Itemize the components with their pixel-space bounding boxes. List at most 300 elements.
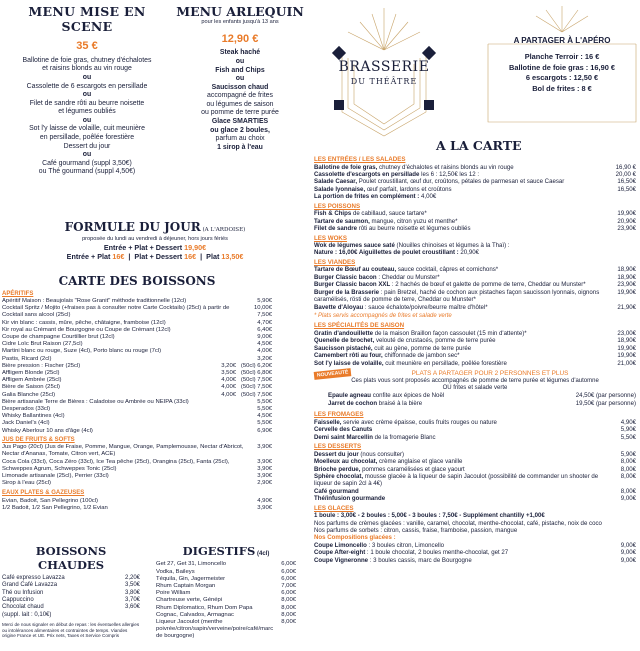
viandes-note: * Plats servis accompagnés de frites et salade verte: [314, 313, 452, 319]
viandes-list: [314, 266, 636, 311]
row-price-large: (50cl) 7,50€: [240, 391, 272, 398]
price-row: [2, 356, 272, 363]
dish-price: 23,90€: [617, 281, 636, 289]
apero-items: [486, 52, 638, 95]
brasserie-logo: [328, 2, 440, 140]
dish-desc: : 1 boule chocolat, 2 boules menthe-chocolat, get 27: [365, 549, 509, 557]
dish-price: 19,90€: [617, 288, 636, 296]
specialites-list: [314, 330, 636, 367]
dish-name: Tartare de Bœuf au couteau,: [314, 266, 397, 274]
carte-row: [314, 289, 636, 304]
menu-line: Glace SMARTIES: [211, 117, 269, 125]
row-price: 6,00€: [281, 568, 296, 575]
dish-desc: cuit meunière en persillade, poêlée forestière: [383, 359, 507, 367]
dish-price: 8,00€: [620, 465, 636, 473]
price-row: [2, 384, 272, 391]
row-label: Coca Cola (33cl), Coca Zéro (33cl), Ice Tea pêche (25cl), Orangina (25cl), Fanta (25cl),: [2, 458, 230, 465]
row-label: Chartreuse verte, Génépi: [156, 597, 223, 604]
dish-desc: braisé à la bière: [377, 399, 423, 407]
row-label: Café expresso Lavazza: [2, 575, 65, 582]
carte-row-text: [314, 345, 471, 352]
dish-desc: : 3 boules cassis, marc de Bourgogne: [368, 556, 472, 564]
apero-box: [486, 4, 638, 132]
row-label: Apéritif Maison : Beaujolais "Rose Granit" méthode traditionnelle (12cl): [2, 297, 187, 304]
dish-name: Coupe Limoncello: [314, 541, 367, 549]
row-price: 2,90€: [257, 480, 272, 487]
row-prices: [210, 363, 272, 370]
formule-heading: [4, 220, 306, 235]
formule-block: [4, 220, 306, 262]
dish-name: Dessert du jour: [314, 450, 359, 458]
row-price: 5,90€: [257, 297, 272, 304]
dish-name: Sphère chocolat,: [314, 472, 364, 480]
boissons-block: [2, 274, 272, 512]
row-label: Bière de Saison (25cl): [2, 384, 60, 391]
carte-row-text: [314, 419, 497, 426]
dish-price: 19,90€: [617, 344, 636, 352]
row-price: 6,00€: [281, 561, 296, 568]
price-row: [2, 370, 272, 377]
carte-row: [314, 542, 636, 549]
jus-list: [2, 444, 272, 487]
dish-desc: 20,90€: [458, 249, 480, 257]
carte-row-text: [314, 171, 479, 178]
formule-subtitle: proposée du lundi au vendredi à déjeuner, hors jours fériés: [82, 235, 228, 242]
carte-row: [314, 210, 636, 217]
carte-row: [314, 274, 636, 281]
row-label: Rhum Diplomatico, Rhum Dom Papa: [156, 604, 253, 611]
price-row: [2, 312, 272, 319]
carte-row-text: [314, 549, 508, 556]
row-label: Cappuccino: [2, 596, 34, 603]
dish-name: Epaule agneau: [328, 392, 372, 400]
carte-row-text: [314, 289, 613, 304]
menu-line: parfum au choix: [215, 135, 265, 143]
glaces-line1: 1 boule : 3,00€ - 2 boules : 5,00€ - 3 boules : 7,50€ - Supplément chantilly +1,00€: [314, 512, 545, 520]
row-label: Affligem Blonde (25cl): [2, 369, 60, 376]
dish-price: 16,50€: [617, 178, 636, 186]
menu-arlequin: [176, 4, 304, 152]
dish-name: Coupe After-eight: [314, 549, 366, 557]
partager-block: [314, 370, 636, 407]
digestifs-block: [156, 544, 296, 641]
carte-row: [314, 218, 636, 225]
dish-price: 16,90 €: [615, 163, 636, 171]
price-row: [2, 604, 140, 611]
price-row: [2, 298, 272, 305]
row-label: Pastis, Ricard (2cl): [2, 355, 52, 362]
dish-name: Burger de la Brasserie: [314, 288, 380, 296]
carte-row: [314, 178, 636, 185]
digestifs-title: DIGESTIFS: [182, 544, 256, 558]
formule-line2c: Plat: [206, 252, 220, 262]
menu-line: accompagné de frites: [207, 92, 273, 100]
carte-row: [314, 330, 636, 337]
price-row: [156, 569, 296, 576]
dish-name: La portion de frites en complément :: [314, 193, 420, 201]
menu-line: Filet de sandre rôti au beurre noisette: [29, 99, 145, 107]
carte-row: [314, 171, 636, 178]
row-price: 4,00€: [257, 348, 272, 355]
carte-row: [314, 451, 636, 458]
price-row: [2, 413, 272, 420]
dish-name: Brioche perdue,: [314, 465, 361, 473]
carte-row-text: [314, 352, 460, 359]
carte-row-text: [314, 266, 498, 273]
price-row: [2, 575, 140, 582]
menu-line: Fish and Chips: [215, 66, 265, 74]
carte-row-text: [314, 242, 510, 249]
row-price-large: (50cl) 6,20€: [240, 362, 272, 369]
dish-price: 5,50€: [620, 433, 636, 441]
autres-list: [2, 399, 272, 435]
dish-name: Faisselle,: [314, 418, 342, 426]
menu-mise-en-scene: [2, 4, 172, 177]
row-price: 8,00€: [281, 604, 296, 611]
partager-list: [314, 392, 636, 407]
carte-row: [314, 352, 636, 359]
dish-price: 19,90€: [617, 210, 636, 218]
carte-row: [314, 426, 636, 433]
price-row: [2, 459, 272, 466]
row-price: 6,00€: [281, 575, 296, 582]
apero-item: Planche Terroir : 16 €: [524, 52, 600, 61]
fromages-list: [314, 419, 636, 441]
row-price: 6,40€: [257, 326, 272, 333]
row-label: Poire William: [156, 590, 191, 597]
row-label: Chocolat chaud: [2, 604, 44, 611]
menu-line: Ballotine de foie gras, chutney d'échalotes: [22, 56, 152, 64]
formule-line2a-price: 16€: [112, 252, 125, 262]
dish-desc: : 3 boules citron, Limoncello: [366, 541, 445, 549]
carte-row-text: [314, 458, 462, 465]
entrees-list: [314, 164, 636, 201]
dish-name: Jarret de cochon: [328, 399, 378, 407]
row-label: Téquila, Gin, Jagermeister: [156, 575, 226, 582]
dish-name: Burger Classic bacon: [314, 273, 377, 281]
dish-name: Sot l'y laisse de volaille,: [314, 359, 384, 367]
carte-row: [314, 419, 636, 426]
carte-row-text: [314, 473, 617, 488]
eaux-header: EAUX PLATES & GAZEUSES: [2, 490, 85, 497]
row-label: Kir royal au Crémant de Bourgogne ou Coupe de Crémant (12cl): [2, 326, 171, 333]
row-label: Bière pression : Fischer (25cl): [2, 362, 81, 369]
row-price: 3,60€: [124, 604, 140, 611]
menu-line: Dessert du jour: [63, 142, 111, 150]
glaces-line3: Nos parfums de sorbets : citron, cassis, fraise, framboise, passion, mangue: [314, 527, 518, 535]
dish-name: Filet de sandre: [314, 225, 358, 233]
row-price: 4,00€: [221, 377, 236, 384]
row-prices: [210, 377, 272, 384]
apero-item: Ballotine de foie gras : 16,90 €: [509, 62, 615, 72]
menu-line: Steak haché: [219, 49, 261, 57]
specialites-header: LES SPÉCIALITÉS DE SAISON: [314, 322, 405, 330]
carte-row-text: [314, 495, 385, 502]
row-price: 2,20€: [124, 575, 140, 582]
dish-desc: (nous consulter): [358, 450, 405, 458]
dish-name: Cervelle des Canuts: [314, 426, 373, 434]
chaudes-list: [2, 575, 140, 619]
row-price: 6,00€: [281, 590, 296, 597]
dish-name: Bavette d'Aloyau: [314, 303, 364, 311]
dish-desc: les 6 : 12,50€ les 12 :: [419, 170, 480, 178]
dish-name: Camembert rôti au four,: [314, 352, 383, 360]
jus-header: JUS DE FRUITS & SOFTS: [2, 436, 75, 443]
mise-price: 35 €: [76, 39, 98, 52]
row-prices: [210, 392, 272, 399]
boissons-title: CARTE DES BOISSONS: [58, 274, 216, 288]
row-price: 4,90€: [257, 497, 272, 504]
row-price-large: (50cl) 7,50€: [240, 377, 272, 384]
eaux-list: [2, 498, 272, 512]
row-price: 5,50€: [257, 398, 272, 405]
dish-price: 20,00 €: [615, 170, 636, 178]
digestifs-note: (4cl): [257, 551, 270, 557]
row-price: 4,50€: [257, 341, 272, 348]
price-row: [156, 561, 296, 568]
carte-row-text: [314, 557, 472, 564]
row-price-large: (50cl) 7,50€: [240, 384, 272, 391]
dish-name: Wok de légumes sauce saté: [314, 242, 395, 250]
row-price: 3,90€: [257, 444, 272, 451]
dish-name: Coupe Vigneronne: [314, 556, 369, 564]
digestifs-list: [156, 561, 296, 640]
dish-desc: chutney d'échalotes et raisins blonds au vin rouge: [377, 163, 514, 171]
dish-price: 21,90€: [617, 303, 636, 311]
row-label: Schweppes Agrum, Schweppes Tonic (25cl): [2, 465, 117, 472]
dish-name: Fish & Chips: [314, 210, 352, 218]
dish-desc: œuf parfait, lardons et croûtons: [365, 185, 452, 193]
row-price: 8,00€: [281, 597, 296, 604]
row-label: Bière artisanale Terre de Bières : Caladoise ou Ambrée ou NEIPA (33cl): [2, 398, 189, 405]
row-price-large: (50cl) 6,80€: [240, 369, 272, 376]
woks-header: LES WOKS: [314, 234, 348, 242]
logo-line2: DU THÉÂTRE: [350, 77, 418, 86]
row-price: 4,00€: [221, 391, 236, 398]
menu-line: Café gourmand (suppl 3,50€): [42, 159, 132, 167]
arlequin-title: MENU ARLEQUIN: [176, 4, 304, 19]
nouveaute-badge: NOUVEAUTÉ: [314, 368, 352, 380]
dish-price: 4,90€: [620, 418, 636, 426]
carte-row: [314, 186, 636, 193]
row-label: Cidre Loïc Brut Raison (27,5cl): [2, 341, 83, 348]
dish-price: 18,90€: [617, 337, 636, 345]
row-label: Limonade artisanale (25cl), Perrier (33cl): [2, 472, 109, 479]
entrees-header: LES ENTRÉES / LES SALADES: [314, 156, 406, 163]
price-row: [2, 392, 272, 399]
row-label: Thé ou Infusion: [2, 589, 44, 596]
aperitifs-list: [2, 298, 272, 363]
compositions-header: Nos Compositions glacées :: [314, 534, 396, 542]
row-label: Whisky Aberlour 10 ans d'âge (4cl): [2, 427, 93, 434]
formule-line2c-price: 13,50€: [221, 252, 244, 262]
carte-row-text: [314, 210, 427, 217]
carte-row-text: [314, 488, 359, 495]
row-label: Grand Café Lavazza: [2, 582, 58, 589]
dish-name: Salade lyonnaise,: [314, 185, 366, 193]
dish-desc: servie avec crème épaisse, coulis fruits rouges ou nature: [341, 418, 497, 426]
price-row: [2, 341, 272, 348]
carte-row: [314, 549, 636, 556]
carte-row-text: [314, 274, 440, 281]
dish-price: 5,90€: [620, 426, 636, 434]
carte-row: [314, 266, 636, 273]
menu-line: ou: [235, 58, 245, 66]
carte-block: [314, 154, 636, 564]
chaudes-note: Merci de nous signaler en début de repas : les éventuelles allergies ou intolérances alimentaires et contraintes de temps. Viandes origine France et UE. Prix nets, Taxes et Service Compris: [2, 621, 140, 639]
row-label: Galia Blanche (25cl): [2, 391, 56, 398]
carte-row: [314, 193, 636, 200]
carte-row-text: [314, 360, 507, 367]
row-price: 3,90€: [257, 458, 272, 465]
desserts-list: [314, 451, 636, 503]
price-row: [156, 576, 296, 583]
poissons-header: LES POISSONS: [314, 202, 361, 210]
carte-row-text: [328, 392, 444, 399]
row-label: Kir vin blanc : cassis, mûre, pêche, châtaigne, framboise (12cl): [2, 319, 166, 326]
formule-title: FORMULE DU JOUR: [64, 220, 201, 234]
price-row: [2, 444, 272, 458]
row-label: Evian, Badoit, San Pellegrino (100cl): [2, 497, 98, 504]
menu-line: ou pomme de terre purée: [201, 109, 279, 117]
dish-desc: pommes caramélisées et glace yaourt: [360, 465, 465, 473]
carte-row-text: [314, 193, 436, 200]
row-label: Jack Daniel's (4cl): [2, 420, 50, 427]
menu-line: ou Thé gourmand (suppl 4,50€): [38, 168, 136, 176]
glaces-line2: Nos parfums de crèmes glacées : vanille, caramel, chocolat, menthe-chocolat, café, pistache, noix de coco: [314, 519, 602, 527]
price-row: [2, 320, 272, 327]
row-price: 8,00€: [281, 611, 296, 618]
arlequin-price: 12,90 €: [221, 33, 259, 46]
row-label: (suppl. lait : 0,10€): [2, 611, 52, 618]
dish-price: 24,50€ (par personne): [575, 392, 636, 400]
mise-title: MENU MISE EN SCENE: [28, 4, 146, 35]
carte-row: [328, 400, 636, 407]
row-price: 3,80€: [124, 589, 140, 596]
carte-row: [314, 337, 636, 344]
menu-line: en persillade, poêlée forestière: [39, 133, 135, 141]
carte-row: [314, 495, 636, 502]
row-label: Desperados (33cl): [2, 405, 51, 412]
row-price: 3,50€: [221, 369, 236, 376]
row-prices: [210, 370, 272, 377]
row-label: 1/2 Badoit, 1/2 San Pellegrino, 1/2 Evian: [2, 504, 108, 511]
row-price: 5,50€: [257, 420, 272, 427]
chaudes-title: BOISSONS CHAUDES: [35, 544, 107, 573]
dish-desc: cuit au gène, pomme de terre purée: [372, 344, 472, 352]
formule-title-note: (A L'ARDOISE): [202, 227, 246, 233]
price-row: [2, 480, 272, 487]
row-price: 3,90€: [257, 472, 272, 479]
row-label: Affligem Ambrée (25cl): [2, 377, 62, 384]
carte-row: [314, 473, 636, 488]
carte-row-text: [314, 434, 436, 441]
row-label: Sirop à l'eau (25cl): [2, 480, 51, 487]
carte-row: [314, 434, 636, 441]
dish-desc: : pain Bretzel, haché de cochon aux pistaches façon saucisson lyonnais, oignons caramélisés, rösti de pomme de terre, Cheddar ou Munster*: [314, 288, 600, 304]
dish-price: 5,90€: [620, 450, 636, 458]
row-label: Martini blanc ou rouge, Suze (4cl), Porto blanc ou rouge (7cl): [2, 348, 162, 355]
row-price: 9,00€: [257, 333, 272, 340]
dish-price: 9,00€: [620, 549, 636, 557]
price-row: [2, 597, 140, 604]
row-price: 3,70€: [124, 596, 140, 603]
carte-row: [314, 281, 636, 288]
dish-price: 23,90€: [617, 225, 636, 233]
dish-desc: confite aux épices de Noël: [371, 392, 445, 400]
arlequin-lines: [176, 49, 304, 152]
row-price: 7,50€: [257, 312, 272, 319]
carte-row-text: [314, 304, 488, 311]
carte-row: [314, 242, 636, 249]
carte-row-text: [314, 178, 564, 185]
dish-name: Salade Caesar,: [314, 178, 358, 186]
dish-desc: : 2 hachés de bœuf et galette de pomme de terre, Cheddar ou Munster*: [390, 281, 586, 289]
row-label: Cognac, Calvados, Armagnac: [156, 611, 234, 618]
price-row: [156, 597, 296, 604]
partager-intro: Ces plats vous sont proposés accompagnés de pomme de terre purée et légumes d'automne OU frites et salade verte: [351, 377, 599, 392]
dish-desc: de la fromagerie Blanc: [372, 433, 436, 441]
row-price: 3,50€: [124, 582, 140, 589]
carte-row: [314, 225, 636, 232]
row-price: 4,70€: [257, 319, 272, 326]
price-row: [2, 590, 140, 597]
dish-name: Moelleux au chocolat,: [314, 458, 378, 466]
dish-price: 16,50€: [617, 185, 636, 193]
carte-row-text: [314, 542, 444, 549]
menu-line: et légumes oubliés: [58, 108, 116, 116]
carte-row: [314, 458, 636, 465]
dish-desc: Poulet croustillant, œuf dur, croûtons, pétales de parmesan et sauce Caesar: [357, 178, 565, 186]
dish-price: 18,90€: [617, 266, 636, 274]
dish-price: 8,00€: [620, 472, 636, 480]
row-label: Rhum Captain Morgan: [156, 582, 216, 589]
dish-desc: mousse glacée à la liqueur de sapin Jacoulot (possibilité de commander un shooter de liqueur de sapin 2cl à 4€): [314, 472, 599, 488]
row-price: 3,90€: [257, 465, 272, 472]
partager-header: PLATS A PARTAGER POUR 2 PERSONNES ET PLUS: [411, 369, 569, 377]
dish-desc: : sauce échalote/poivre/beurre maître d'hôtel*: [363, 303, 488, 311]
menu-line: ou: [82, 151, 92, 159]
price-row: [2, 334, 272, 341]
row-price: 4,50€: [257, 413, 272, 420]
viandes-header: LES VIANDES: [314, 258, 356, 266]
row-label: Liqueur Jacoulot (menthe poivrée/citron/sapin/verveine/poire/café/marc de bourgogne): [156, 618, 274, 640]
row-label: Jus Pago (20cl) (Jus de Fraise, Pomme, Mangue, Orange, Pamplemousse, Nectar d'Abricot, Nectar d'Ananas, Tomate, Citron vert, ACE): [2, 444, 244, 458]
carte-row: [314, 466, 636, 473]
carte-row-text: [328, 400, 422, 407]
row-prices: [210, 384, 272, 391]
dish-name: Saucisson pistaché,: [314, 344, 373, 352]
carte-row: [314, 164, 636, 171]
row-price: 3,20€: [221, 362, 236, 369]
dish-name: Demi saint Marcellin: [314, 433, 373, 441]
carte-row: [314, 557, 636, 564]
carte-row-text: [314, 451, 404, 458]
desserts-header: LES DESSERTS: [314, 443, 362, 451]
row-label: Vodka, Baileys: [156, 568, 195, 575]
price-row: [2, 473, 272, 480]
formule-line1-price: 19,90€: [184, 243, 207, 253]
carte-row-text: [314, 330, 527, 337]
dish-price: 9,00€: [620, 541, 636, 549]
price-row: [156, 590, 296, 597]
price-row: [2, 498, 272, 505]
price-row: [156, 619, 296, 641]
row-price: 3,20€: [257, 355, 272, 362]
menu-line: ou: [82, 116, 92, 124]
formule-line2b-price: 16€: [184, 252, 197, 262]
aperitifs-header: APÉRITIFS: [2, 290, 34, 297]
